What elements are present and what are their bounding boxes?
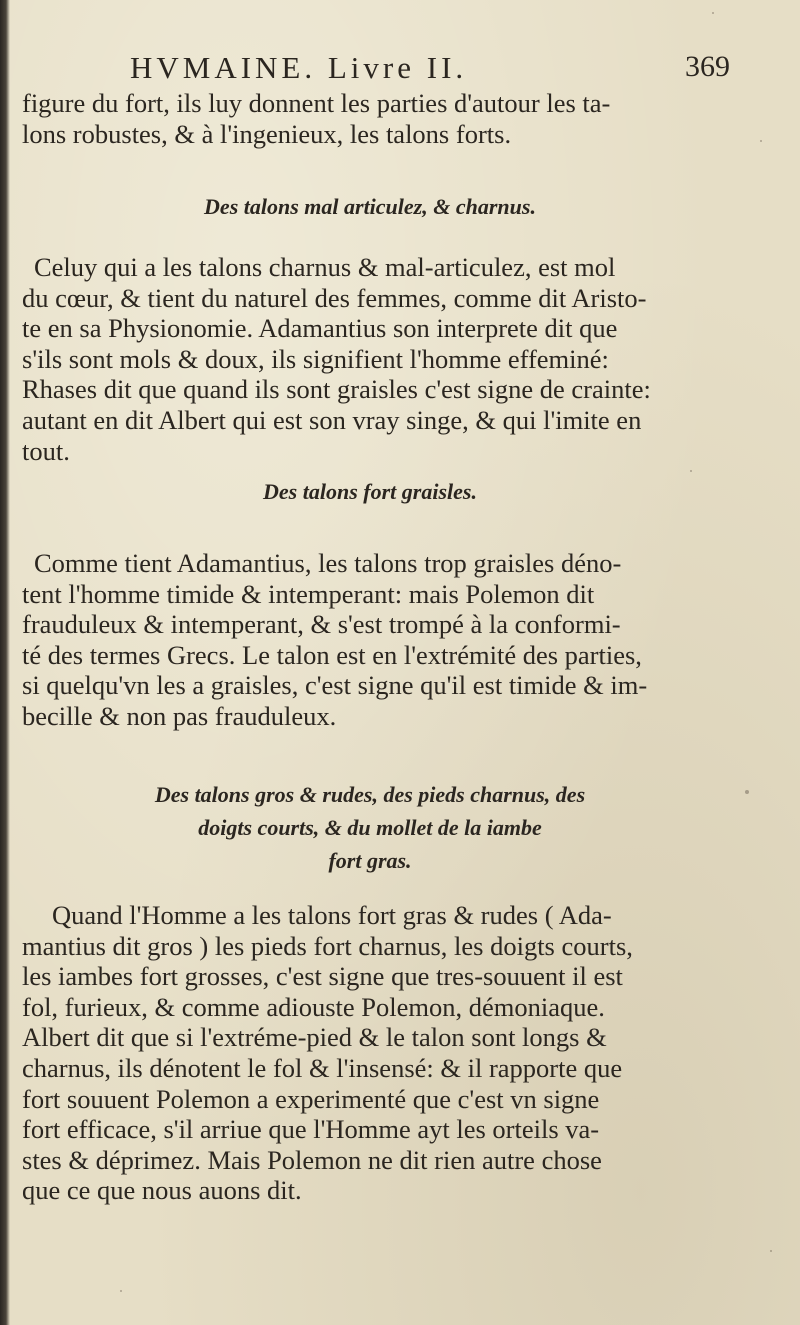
- paragraph-4: [22, 900, 712, 1206]
- page-number: 369: [685, 50, 730, 83]
- heading-line: doigts courts, & du mollet de la iambe: [198, 815, 542, 840]
- text-line: les iambes fort grosses, c'est signe que tres-souuent il est: [22, 961, 623, 992]
- text-line: tout.: [22, 435, 70, 466]
- text-line: te en sa Physionomie. Adamantius son interprete dit que: [22, 313, 618, 344]
- text-line: que ce que nous auons dit.: [22, 1175, 302, 1206]
- paragraph-3: [22, 548, 712, 732]
- text-line: becille & non pas frauduleux.: [22, 700, 337, 731]
- text-line: fort efficace, s'il arriue que l'Homme ayt les orteils va-: [22, 1114, 600, 1145]
- heading-line: fort gras.: [328, 848, 412, 873]
- text-line: Albert dit que si l'extréme-pied & le talon sont longs &: [22, 1022, 607, 1053]
- text-line: lons robustes, & à l'ingenieux, les talons forts.: [22, 118, 512, 149]
- page-header: [130, 50, 730, 90]
- text-line: du cœur, & tient du naturel des femmes, comme dit Aristo-: [22, 282, 647, 313]
- text-line: Quand l'Homme a les talons fort gras & rudes ( Ada-: [52, 900, 612, 930]
- paragraph-2: [22, 252, 712, 466]
- text-line: té des termes Grecs. Le talon est en l'extrémité des parties,: [22, 639, 642, 670]
- section-heading-1: [60, 190, 680, 223]
- text-line: fol, furieux, & comme adiouste Polemon, démoniaque.: [22, 991, 605, 1022]
- text-line: s'ils sont mols & doux, ils signifient l'homme effeminé:: [22, 343, 609, 374]
- text-line: fort souuent Polemon a experimenté que c'est vn signe: [22, 1083, 600, 1114]
- text-line: charnus, ils dénotent le fol & l'insensé: & il rapporte que: [22, 1052, 623, 1083]
- section-heading-3: [60, 778, 680, 877]
- text-line: frauduleux & intemperant, & s'est trompé à la conformi-: [22, 609, 621, 640]
- text-line: stes & déprimez. Mais Polemon ne dit rien autre chose: [22, 1144, 602, 1175]
- text-line: Celuy qui a les talons charnus & mal-articulez, est mol: [34, 252, 616, 282]
- text-line: si quelqu'vn les a graisles, c'est signe qu'il est timide & im-: [22, 670, 648, 701]
- text-line: autant en dit Albert qui est son vray singe, & qui l'imite en: [22, 404, 642, 435]
- paragraph-1: [22, 88, 712, 149]
- text-line: figure du fort, ils luy donnent les parties d'autour les ta-: [22, 88, 611, 118]
- text-line: tent l'homme timide & intemperant: mais Polemon dit: [22, 578, 595, 609]
- heading-line: Des talons fort graisles.: [263, 479, 477, 504]
- text-line: mantius dit gros ) les pieds fort charnus, les doigts courts,: [22, 930, 633, 961]
- heading-line: Des talons gros & rudes, des pieds charnus, des: [154, 782, 586, 807]
- text-line: Rhases dit que quand ils sont graisles c'est signe de crainte:: [22, 374, 651, 405]
- running-title: HVMAINE. Livre II.: [130, 50, 468, 85]
- section-heading-2: [60, 475, 680, 508]
- heading-line: Des talons mal articulez, & charnus.: [204, 194, 536, 219]
- book-spine-shadow: [0, 0, 10, 1325]
- text-line: Comme tient Adamantius, les talons trop graisles déno-: [34, 548, 622, 578]
